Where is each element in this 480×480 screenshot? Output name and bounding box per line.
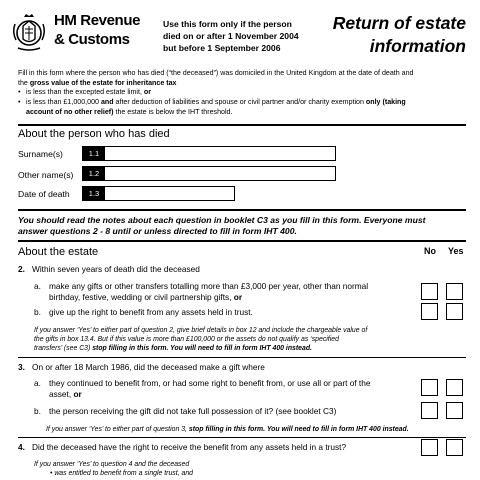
- sub-question-line: asset,: [49, 389, 74, 399]
- question-number: 3.: [18, 362, 25, 372]
- box-number: 1.2: [83, 167, 105, 180]
- question-4: [18, 442, 418, 453]
- other-names-field[interactable]: [82, 166, 336, 181]
- q2a-no-checkbox[interactable]: [421, 283, 438, 300]
- sub-question-label: b.: [34, 307, 41, 317]
- bullet-text: after deduction of liabilities and spouse or civil partner and/or charity exemption: [113, 98, 366, 107]
- sub-question-bold: or: [73, 389, 82, 399]
- surname-label: Surname(s): [18, 149, 63, 159]
- sub-question-line: they continued to benefit from, or had some right to benefit from, or use all or part of the: [49, 378, 371, 388]
- q3b-no-checkbox[interactable]: [421, 402, 438, 419]
- section-divider: [18, 124, 466, 126]
- help-text: If you answer ‘Yes’ to either part of question 3,: [46, 426, 189, 433]
- question-number: 2.: [18, 264, 25, 274]
- form-title-line2: information: [369, 36, 466, 56]
- question-2: [18, 264, 418, 275]
- sub-question-line: make any gifts or other transfers totalling more than £3,000 per year, other than normal: [49, 281, 369, 291]
- q2b-no-checkbox[interactable]: [421, 303, 438, 320]
- bullet-bold: and: [100, 98, 114, 107]
- bullet-text: the estate is below the IHT threshold.: [113, 107, 233, 116]
- q3a-no-checkbox[interactable]: [421, 379, 438, 396]
- usage-note-line: died on or after 1 November 2004: [163, 31, 299, 41]
- bullet-bold: or: [143, 88, 151, 97]
- question-text: Within seven years of death did the deceased: [32, 264, 200, 274]
- bullet-text: is less than the excepted estate limit,: [26, 88, 144, 97]
- question-4-bullet: • was entitled to benefit from a single trust, and: [50, 470, 193, 477]
- box-number: 1.3: [83, 187, 105, 200]
- date-of-death-field[interactable]: [82, 186, 235, 201]
- intro-line: [18, 79, 466, 89]
- q2a-yes-checkbox[interactable]: [446, 283, 463, 300]
- question-3-help: [46, 425, 409, 434]
- q2b-yes-checkbox[interactable]: [446, 303, 463, 320]
- help-line: [34, 344, 367, 353]
- help-bold: stop filling in this form. You will need to fill in form IHT 400 instead.: [188, 426, 409, 433]
- bullet-text: was entitled to benefit from a single trust, and: [54, 470, 193, 477]
- intro-bullet: [18, 98, 466, 117]
- other-names-label: Other name(s): [18, 170, 74, 180]
- sub-question-label: a.: [34, 378, 41, 388]
- question-2-help: [34, 326, 367, 353]
- form-title: [333, 12, 466, 58]
- intro-text: [18, 69, 466, 118]
- intro-bold-part: gross value of the estate for inheritance tax: [29, 78, 177, 87]
- brand-name-line1: HM Revenue: [54, 12, 141, 29]
- column-header-no: No: [424, 246, 436, 256]
- sub-question-bold: or: [233, 292, 243, 302]
- help-line: If you answer ‘Yes’ to either part of question 2, give brief details in box 12 and include the chargeable value of: [34, 327, 368, 334]
- question-number: 4.: [18, 442, 25, 452]
- question-divider: [18, 357, 466, 358]
- intro-text-part: the: [18, 78, 30, 87]
- section-divider: [18, 240, 466, 242]
- brand-name-line2: & Customs: [54, 31, 130, 48]
- form-header: [0, 0, 480, 62]
- sub-question-text: [49, 281, 394, 303]
- help-bold: stop filling in this form. You will need to fill in form IHT 400 instead.: [92, 345, 312, 352]
- booklet-instruction: [18, 215, 466, 237]
- form-title-line1: Return of estate: [332, 13, 466, 33]
- sub-question-text: [49, 378, 394, 400]
- sub-question-line: birthday, festive, wedding or civil partnership gifts,: [49, 292, 234, 302]
- question-text: On or after 18 March 1986, did the deceased make a gift where: [32, 362, 265, 372]
- box-number: 1.1: [83, 147, 105, 160]
- question-4-help: If you answer ‘Yes’ to question 4 and the deceased: [34, 461, 190, 468]
- question-3: [18, 362, 418, 373]
- surname-field[interactable]: [82, 146, 336, 161]
- intro-bullet: [18, 88, 466, 98]
- royal-crest-icon: [10, 12, 48, 54]
- instruction-line: answer questions 2 - 8 until or unless directed to fill in form IHT 400.: [18, 226, 297, 236]
- hmrc-logo: [10, 12, 150, 54]
- intro-line: Fill in this form where the person who has died (“the deceased”) was domiciled in the United Kingdom at the date of death and: [18, 69, 414, 77]
- sub-question-text: the person receiving the gift did not take full possession of it? (see booklet C3): [49, 406, 337, 416]
- question-text: Did the deceased have the right to receive the benefit from any assets held in a trust?: [32, 442, 347, 452]
- help-line: the gifts in box 13.4. But if this value is more than £100,000 or the assets do not qualify as ‘specified: [34, 336, 339, 343]
- sub-question-label: a.: [34, 281, 41, 291]
- q4-yes-checkbox[interactable]: [446, 439, 463, 456]
- form-usage-note: [163, 18, 323, 54]
- sub-question-label: b.: [34, 406, 41, 416]
- column-header-yes: Yes: [448, 246, 464, 256]
- bullet-text: is less than £1,000,000: [26, 98, 101, 107]
- q3b-yes-checkbox[interactable]: [446, 402, 463, 419]
- section-divider: [18, 209, 466, 211]
- usage-note-line: but before 1 September 2006: [163, 43, 281, 53]
- section-title-estate: About the estate: [18, 246, 99, 258]
- intro-bullet-list: [18, 88, 466, 117]
- bullet-bold: account of no other relief): [26, 107, 114, 116]
- section-title-deceased: About the person who has died: [18, 128, 170, 140]
- instruction-line: You should read the notes about each question in booklet C3 as you fill in this form. Everyone must: [18, 215, 426, 225]
- question-divider: [18, 437, 466, 438]
- date-of-death-label: Date of death: [18, 189, 70, 199]
- usage-note-line: Use this form only if the person: [163, 19, 292, 29]
- sub-question-text: give up the right to benefit from any assets held in trust.: [49, 307, 253, 317]
- q3a-yes-checkbox[interactable]: [446, 379, 463, 396]
- help-text: transfers’ (see C3): [34, 345, 93, 352]
- q4-no-checkbox[interactable]: [421, 439, 438, 456]
- bullet-bold: only (taking: [365, 98, 406, 107]
